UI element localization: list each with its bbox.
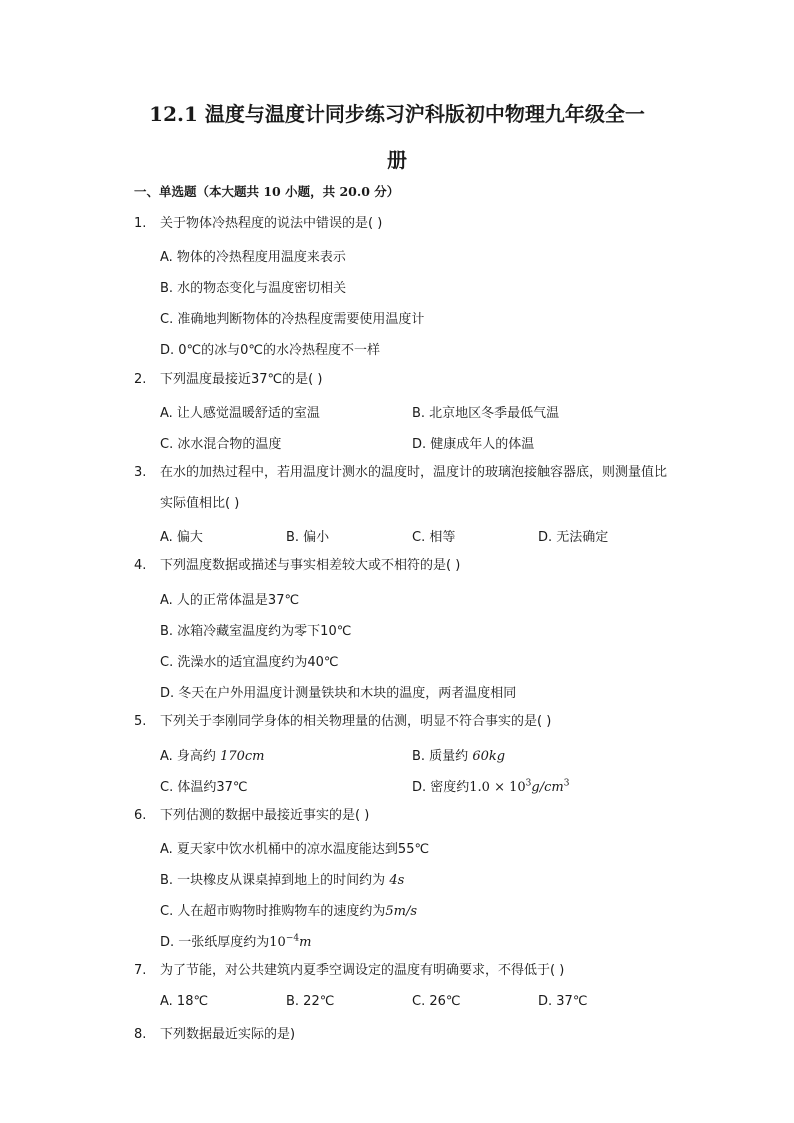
- option-d-label: D. 一张纸厚度约为: [160, 935, 270, 950]
- option-a: [160, 745, 264, 764]
- option-c-label: C. 人在超市购物时推购物车的速度约为: [160, 904, 386, 919]
- question-number: 6.: [134, 808, 147, 823]
- option-a: A. 偏大: [160, 530, 203, 545]
- option-d-value: 10: [269, 935, 286, 950]
- option-a: A. 让人感觉温暖舒适的室温: [160, 406, 320, 421]
- option-b: B. 22℃: [286, 994, 335, 1009]
- option-a-value: 170cm: [220, 749, 265, 764]
- section-heading: 一、单选题（本大题共 10 小题，共 20.0 分）: [134, 184, 400, 199]
- question-text: 下列温度最接近37℃的是( ): [160, 372, 323, 387]
- option-a: A. 物体的冷热程度用温度来表示: [160, 250, 346, 265]
- option-c: C. 相等: [412, 530, 456, 545]
- question-number: 2.: [134, 372, 147, 387]
- option-c: C. 体温约37℃: [160, 780, 248, 795]
- option-a-label: A. 身高约: [160, 749, 221, 764]
- option-c: [160, 900, 417, 919]
- option-b: B. 北京地区冬季最低气温: [412, 406, 560, 421]
- question-number: 3.: [134, 465, 147, 480]
- option-c: C. 准确地判断物体的冷热程度需要使用温度计: [160, 312, 425, 327]
- option-d: D. 0℃的冰与0℃的水冷热程度不一样: [160, 343, 381, 358]
- option-b-value: 60kg: [472, 749, 506, 764]
- option-b: B. 偏小: [286, 530, 330, 545]
- option-b: B. 水的物态变化与温度密切相关: [160, 281, 347, 296]
- option-d: [412, 776, 569, 795]
- option-a: A. 人的正常体温是37℃: [160, 593, 300, 608]
- option-b-label: B. 质量约: [412, 749, 473, 764]
- option-d: D. 健康成年人的体温: [412, 437, 535, 452]
- question-text: 下列关于李刚同学身体的相关物理量的估测，明显不符合事实的是( ): [160, 714, 552, 729]
- option-d-unit: g/cm: [531, 780, 564, 795]
- page-title: 12.1 温度与温度计同步练习沪科版初中物理九年级全一: [149, 102, 645, 126]
- option-d: D. 冬天在户外用温度计测量铁块和木块的温度，两者温度相同: [160, 686, 517, 701]
- option-c-value: 5m/s: [385, 904, 417, 919]
- question-number: 1.: [134, 216, 147, 231]
- option-d-exponent: −4: [285, 933, 300, 944]
- option-c: C. 26℃: [412, 994, 461, 1009]
- option-c: C. 洗澡水的适宜温度约为40℃: [160, 655, 339, 670]
- question-text: 下列估测的数据中最接近事实的是( ): [160, 808, 370, 823]
- question-text: 在水的加热过程中，若用温度计测水的温度时，温度计的玻璃泡接触容器底，则测量值比实际值相比( ): [160, 465, 668, 511]
- question-number: 8.: [134, 1027, 147, 1042]
- option-b: [160, 869, 404, 888]
- page-title-continued: 册: [387, 148, 407, 172]
- option-d: D. 无法确定: [538, 530, 609, 545]
- option-d-value: 1.0 × 10: [469, 780, 526, 795]
- question-text: 下列温度数据或描述与事实相差较大或不相符的是( ): [160, 558, 461, 573]
- option-b: [412, 745, 505, 764]
- option-d-unit-exponent: 3: [563, 778, 570, 789]
- option-b-label: B. 一块橡皮从课桌掉到地上的时间约为: [160, 873, 390, 888]
- option-b: B. 冰箱冷藏室温度约为零下10℃: [160, 624, 352, 639]
- question-number: 5.: [134, 714, 147, 729]
- question-number: 4.: [134, 558, 147, 573]
- question-text: 关于物体冷热程度的说法中错误的是( ): [160, 216, 383, 231]
- option-b-value: 4s: [389, 873, 405, 888]
- option-c: C. 冰水混合物的温度: [160, 437, 282, 452]
- option-d-exponent: 3: [525, 778, 532, 789]
- option-d: [160, 931, 311, 950]
- option-d: D. 37℃: [538, 994, 588, 1009]
- question-text: 为了节能，对公共建筑内夏季空调设定的温度有明确要求，不得低于( ): [160, 963, 565, 978]
- option-a: A. 夏天家中饮水机桶中的凉水温度能达到55℃: [160, 842, 430, 857]
- option-d-label: D. 密度约: [412, 780, 470, 795]
- option-d-unit: m: [299, 935, 312, 950]
- option-a: A. 18℃: [160, 994, 209, 1009]
- question-text: 下列数据最近实际的是): [160, 1027, 296, 1042]
- question-number: 7.: [134, 963, 147, 978]
